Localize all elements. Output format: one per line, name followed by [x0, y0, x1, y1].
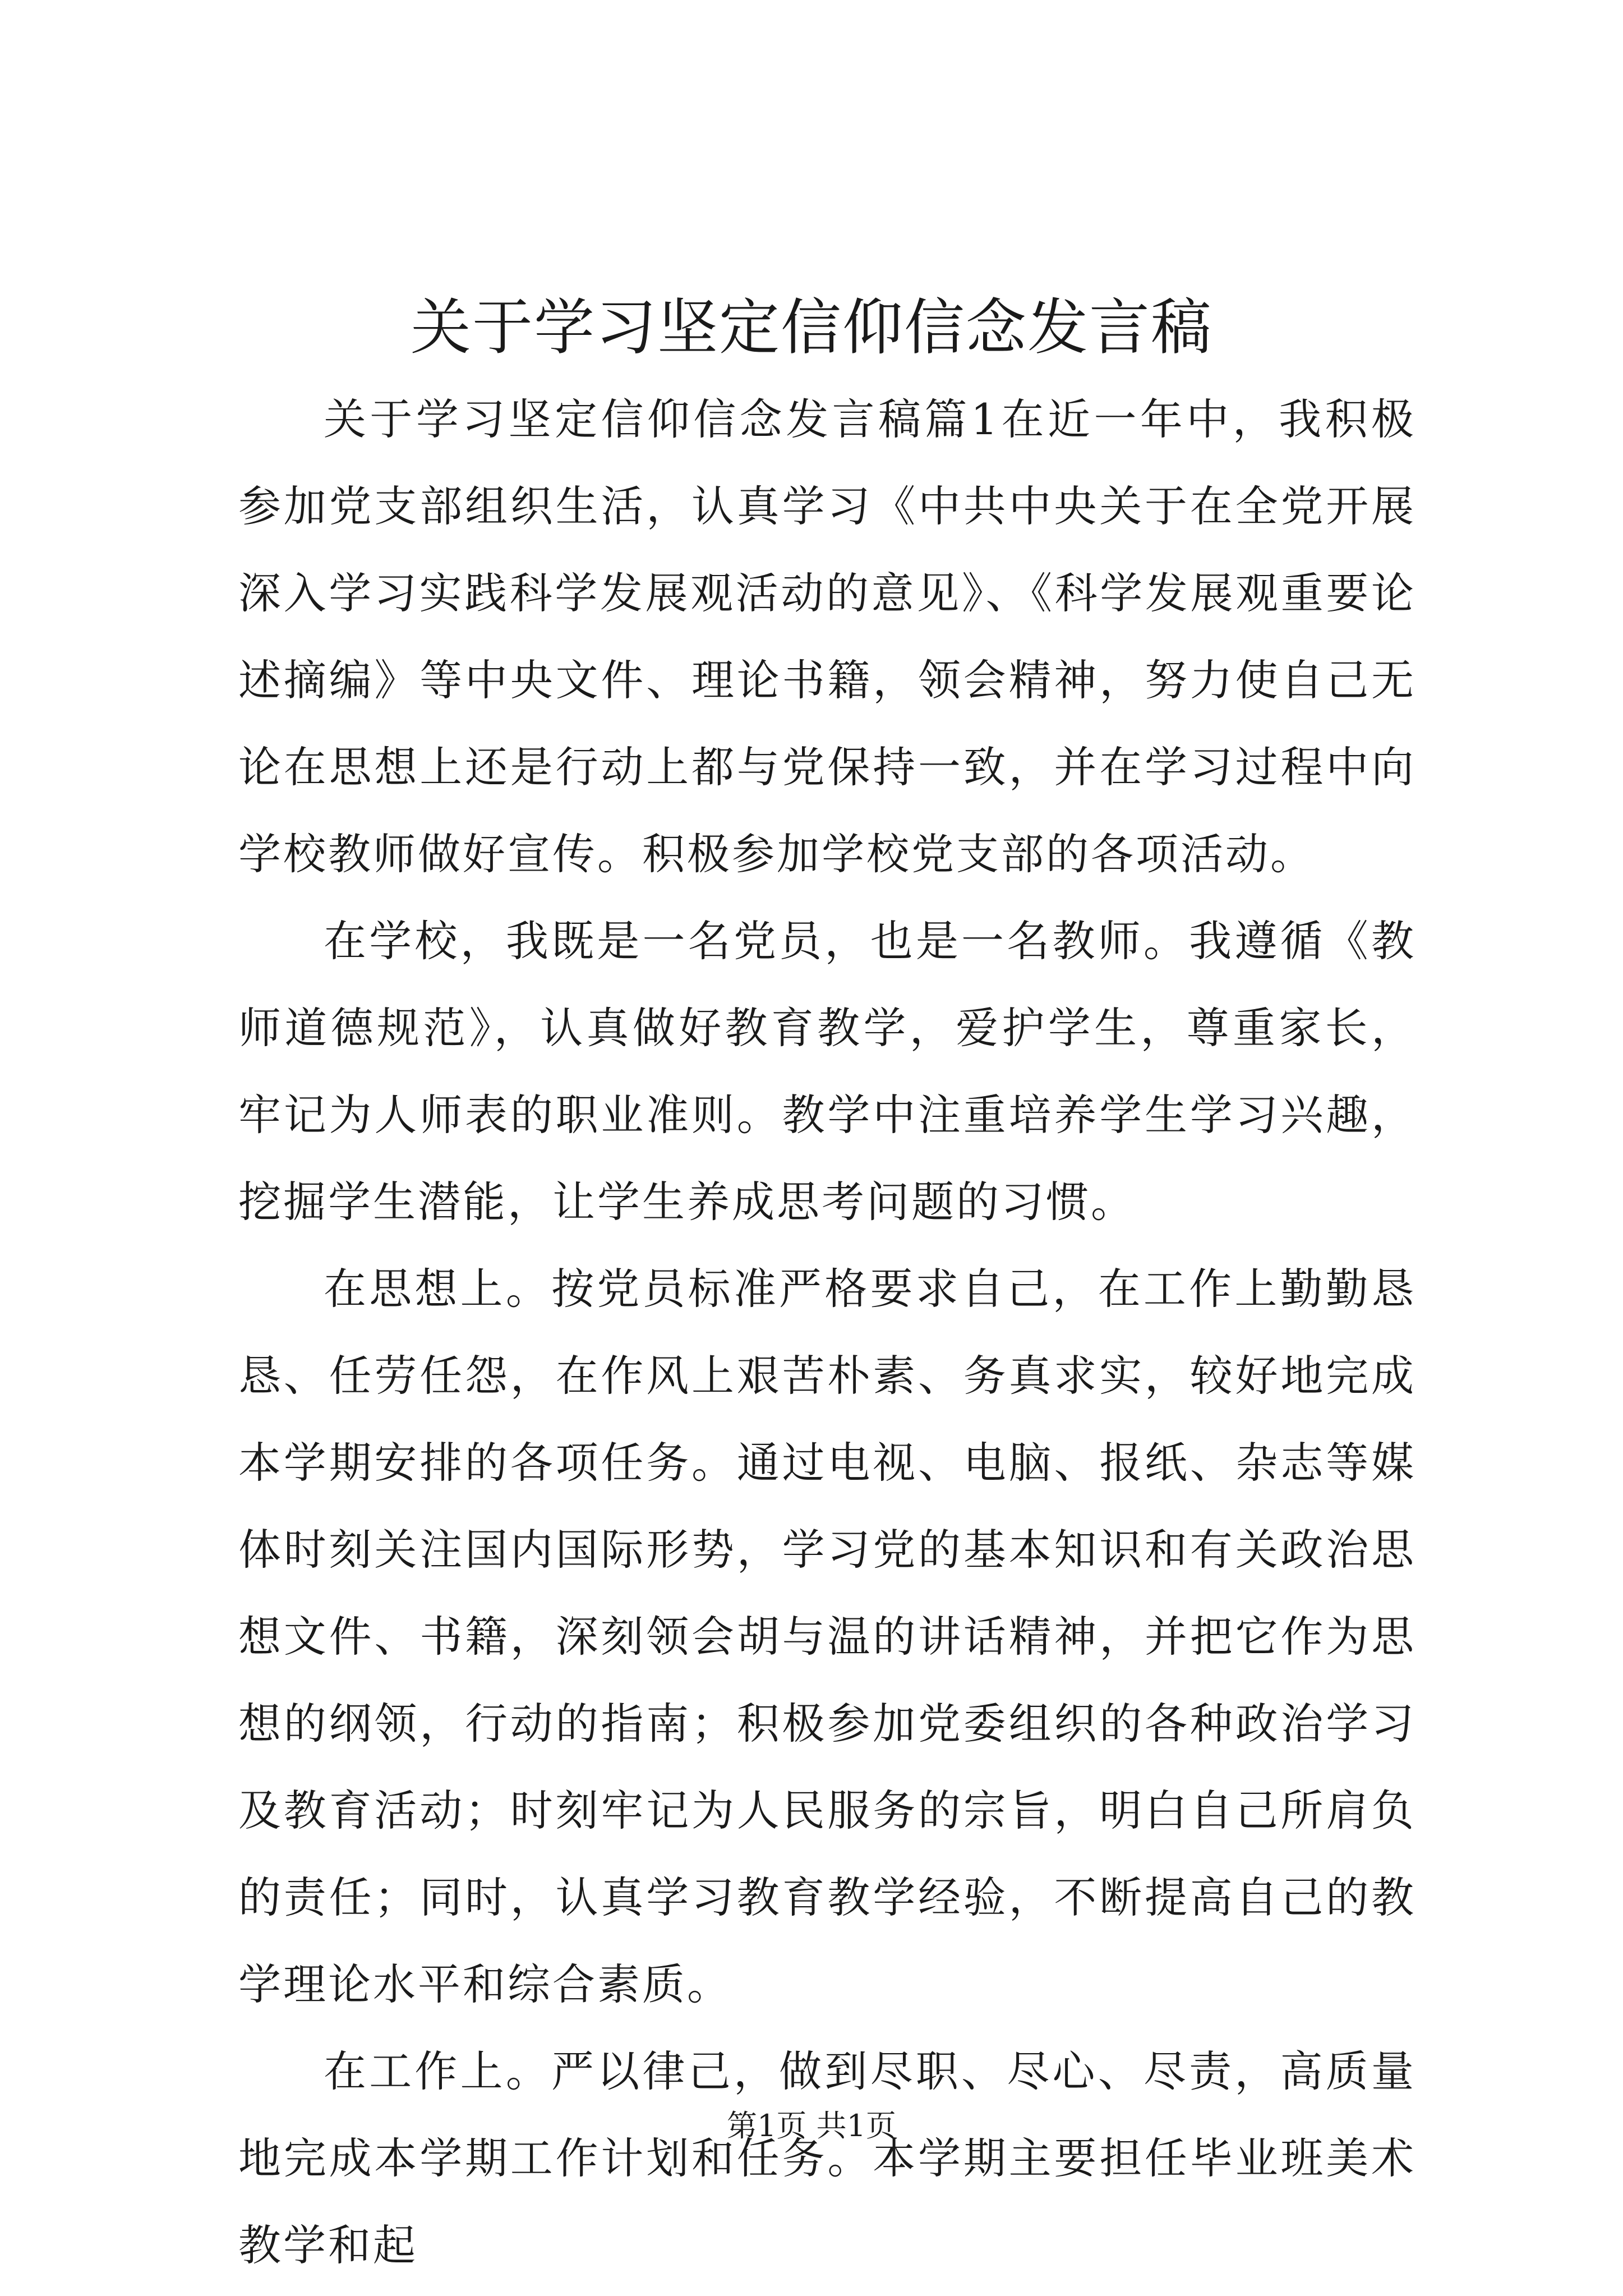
paragraph: 关于学习坚定信仰信念发言稿篇1在近一年中，我积极参加党支部组织生活，认真学习《中共中央关于在全党开展深入学习实践科学发展观活动的意见》、《科学发展观重要论述摘编》等中央文件、理论书籍，领会精神，努力使自己无论在思想上还是行动上都与党保持一致，并在学习过程中向学校教师做好宣传。积极参加学校党支部的各项活动。	[238, 394, 1416, 879]
document-body	[238, 376, 1416, 2289]
paragraph: 在学校，我既是一名党员，也是一名教师。我遵循《教师道德规范》，认真做好教育教学，爱护学生，尊重家长，牢记为人师表的职业准则。教学中注重培养学生学习兴趣，挖掘学生潜能，让学生养成思考问题的习惯。	[238, 916, 1416, 1227]
paragraph: 在工作上。严以律己，做到尽职、尽心、尽责，高质量地完成本学期工作计划和任务。本学期主要担任毕业班美术教学和起	[238, 2046, 1416, 2270]
page-footer: 第1页 共1页	[727, 2108, 896, 2143]
document-title: 关于学习坚定信仰信念发言稿	[410, 293, 1212, 363]
paragraph: 在思想上。按党员标准严格要求自己，在工作上勤勤恳恳、任劳任怨，在作风上艰苦朴素、务真求实，较好地完成本学期安排的各项任务。通过电视、电脑、报纸、杂志等媒体时刻关注国内国际形势，学习党的基本知识和有关政治思想文件、书籍，深刻领会胡与温的讲话精神，并把它作为思想的纲领，行动的指南；积极参加党委组织的各种政治学习及教育活动；时刻牢记为人民服务的宗旨，明白自己所肩负的责任；同时，认真学习教育教学经验，不断提高自己的教学理论水平和综合素质。	[238, 1264, 1416, 2009]
